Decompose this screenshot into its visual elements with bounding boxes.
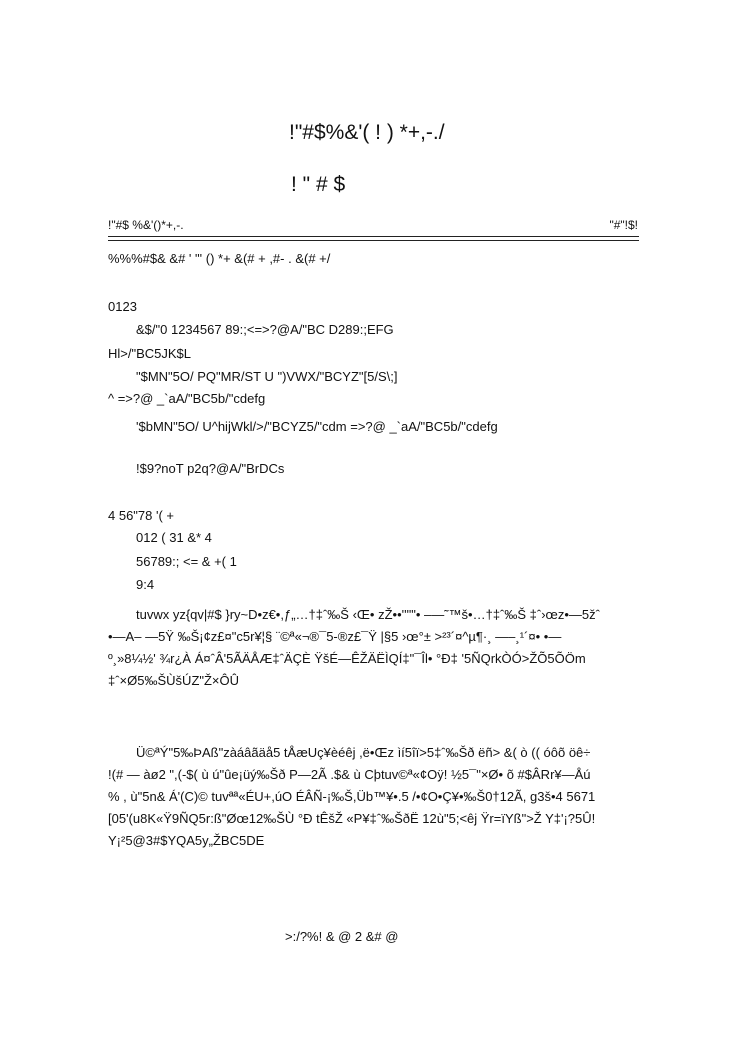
paragraph-2-line: !(# — àø2 ",(-$( ù ú"ûe¡üý‰Šð P—2Ã .$& ù Cþtuv©ª«¢Oÿ! ½5¯"×Ø• õ #$ÂRr¥—Åú (108, 767, 591, 782)
section-1-line-3: "$MN"5O/ PQ"MR/ST U ")VWX/"BCYZ"[5/S\;] (136, 369, 398, 384)
section-2-item-2: 56789:; <= & +( 1 (136, 554, 237, 569)
paragraph-1-line: º¸»8¼½' ¾r¿À Á¤ˆÂ'5ÃÄÅÆ‡ˆÄÇÈ ŸšÉ—ÊŽÄËÌQÍ‡"¯Îl• °Ð‡ '5ÑQrkÒÓ>ŽÕ5ÕÖm (108, 651, 586, 666)
paragraph-2-line: % , ù"5n& Á'(C)© tuvªª«ÉU+,úO ÉÂÑ-¡‰Š,Üb™¥•.5 /•¢O•Ç¥•‰Š0†12Ã, g3š•4 5671 (108, 789, 596, 804)
document-title: !"#$%&'( ! ) *+,-./ (289, 121, 445, 144)
section-1-line-4: ^ =>?@ _`aA/"BC5b/"cdefg (108, 391, 266, 406)
paragraph-1-line: •—A– —5Ÿ ‰Š¡¢z£¤"c5r¥¦§ ¨©ª«¬®¯5-®z£¯Ÿ |§5 ›œ°± >²³´¤^µ¶·¸ —–¸¹´¤• •— (108, 629, 562, 644)
section-2-item-1: 012 ( 31 &* 4 (136, 530, 212, 545)
header-left-text: !"#$ %&'()*+,-. (108, 218, 184, 232)
paragraph-1 (108, 604, 600, 692)
paragraph-1-line: tuvwx yz{qv|#$ }ry~D•z€•,ƒ„…†‡ˆ‰Š ‹Œ• zŽ••''""• –—˜™š•…†‡ˆ‰Š ‡ˆ›œz•—5žˆ (136, 607, 600, 622)
page-footer: >:/?%! & @ 2 &# @ (285, 929, 399, 944)
section-1-line-6: !$9?noT p2q?@A/"BrDCs (136, 461, 285, 476)
paragraph-2-line: [05'(u8K«Ÿ9ÑQ5r:ß"Øœ12‰ŠÙ °Ð tÊšŽ «P¥‡ˆ‰ŠðË 12ù"5;<êj Ÿr=ïYß">Ž Y‡'¡?5Û! (108, 811, 596, 826)
section-1-line-1: &$/"0 1234567 89:;<=>?@A/"BC D289:;EFG (136, 322, 394, 337)
paragraph-2-line: Y¡²5@3#$YQA5y„ŽBC5DE (108, 833, 265, 848)
header-rule-bottom (108, 240, 639, 241)
section-2-heading: 4 56"78 '( + (108, 508, 175, 523)
section-2-item-3: 9:4 (136, 577, 155, 592)
section-1-line-2: Hl>/"BC5JK$L (108, 346, 192, 361)
section-1-heading: 0123 (108, 299, 137, 314)
header-right-text: "#"!$! (609, 218, 638, 232)
header-rule-top (108, 236, 639, 237)
paragraph-1-line: ‡ˆ×Ø5‰ŠÙšÚZ"Ž×ÔÛ (108, 673, 240, 688)
intro-line: %%%#$& &# ' "' () *+ &(# + ,#- . &(# +/ (108, 251, 331, 266)
document-subtitle: ! " # $ (291, 173, 346, 196)
section-1-line-5: '$bMN"5O/ U^hijWkl/>/"BCYZ5/"cdm =>?@ _`aA/"BC5b/"cdefg (136, 419, 498, 434)
paragraph-2-line: Ü©ªÝ"5‰ÞAß"zàáâãäå5 tÅæUç¥èéêj ,ë•Œz ìí5îï>5‡ˆ‰Šð ëñ> &( ò (( óôõ öê÷ (136, 745, 591, 760)
paragraph-2 (108, 742, 595, 852)
